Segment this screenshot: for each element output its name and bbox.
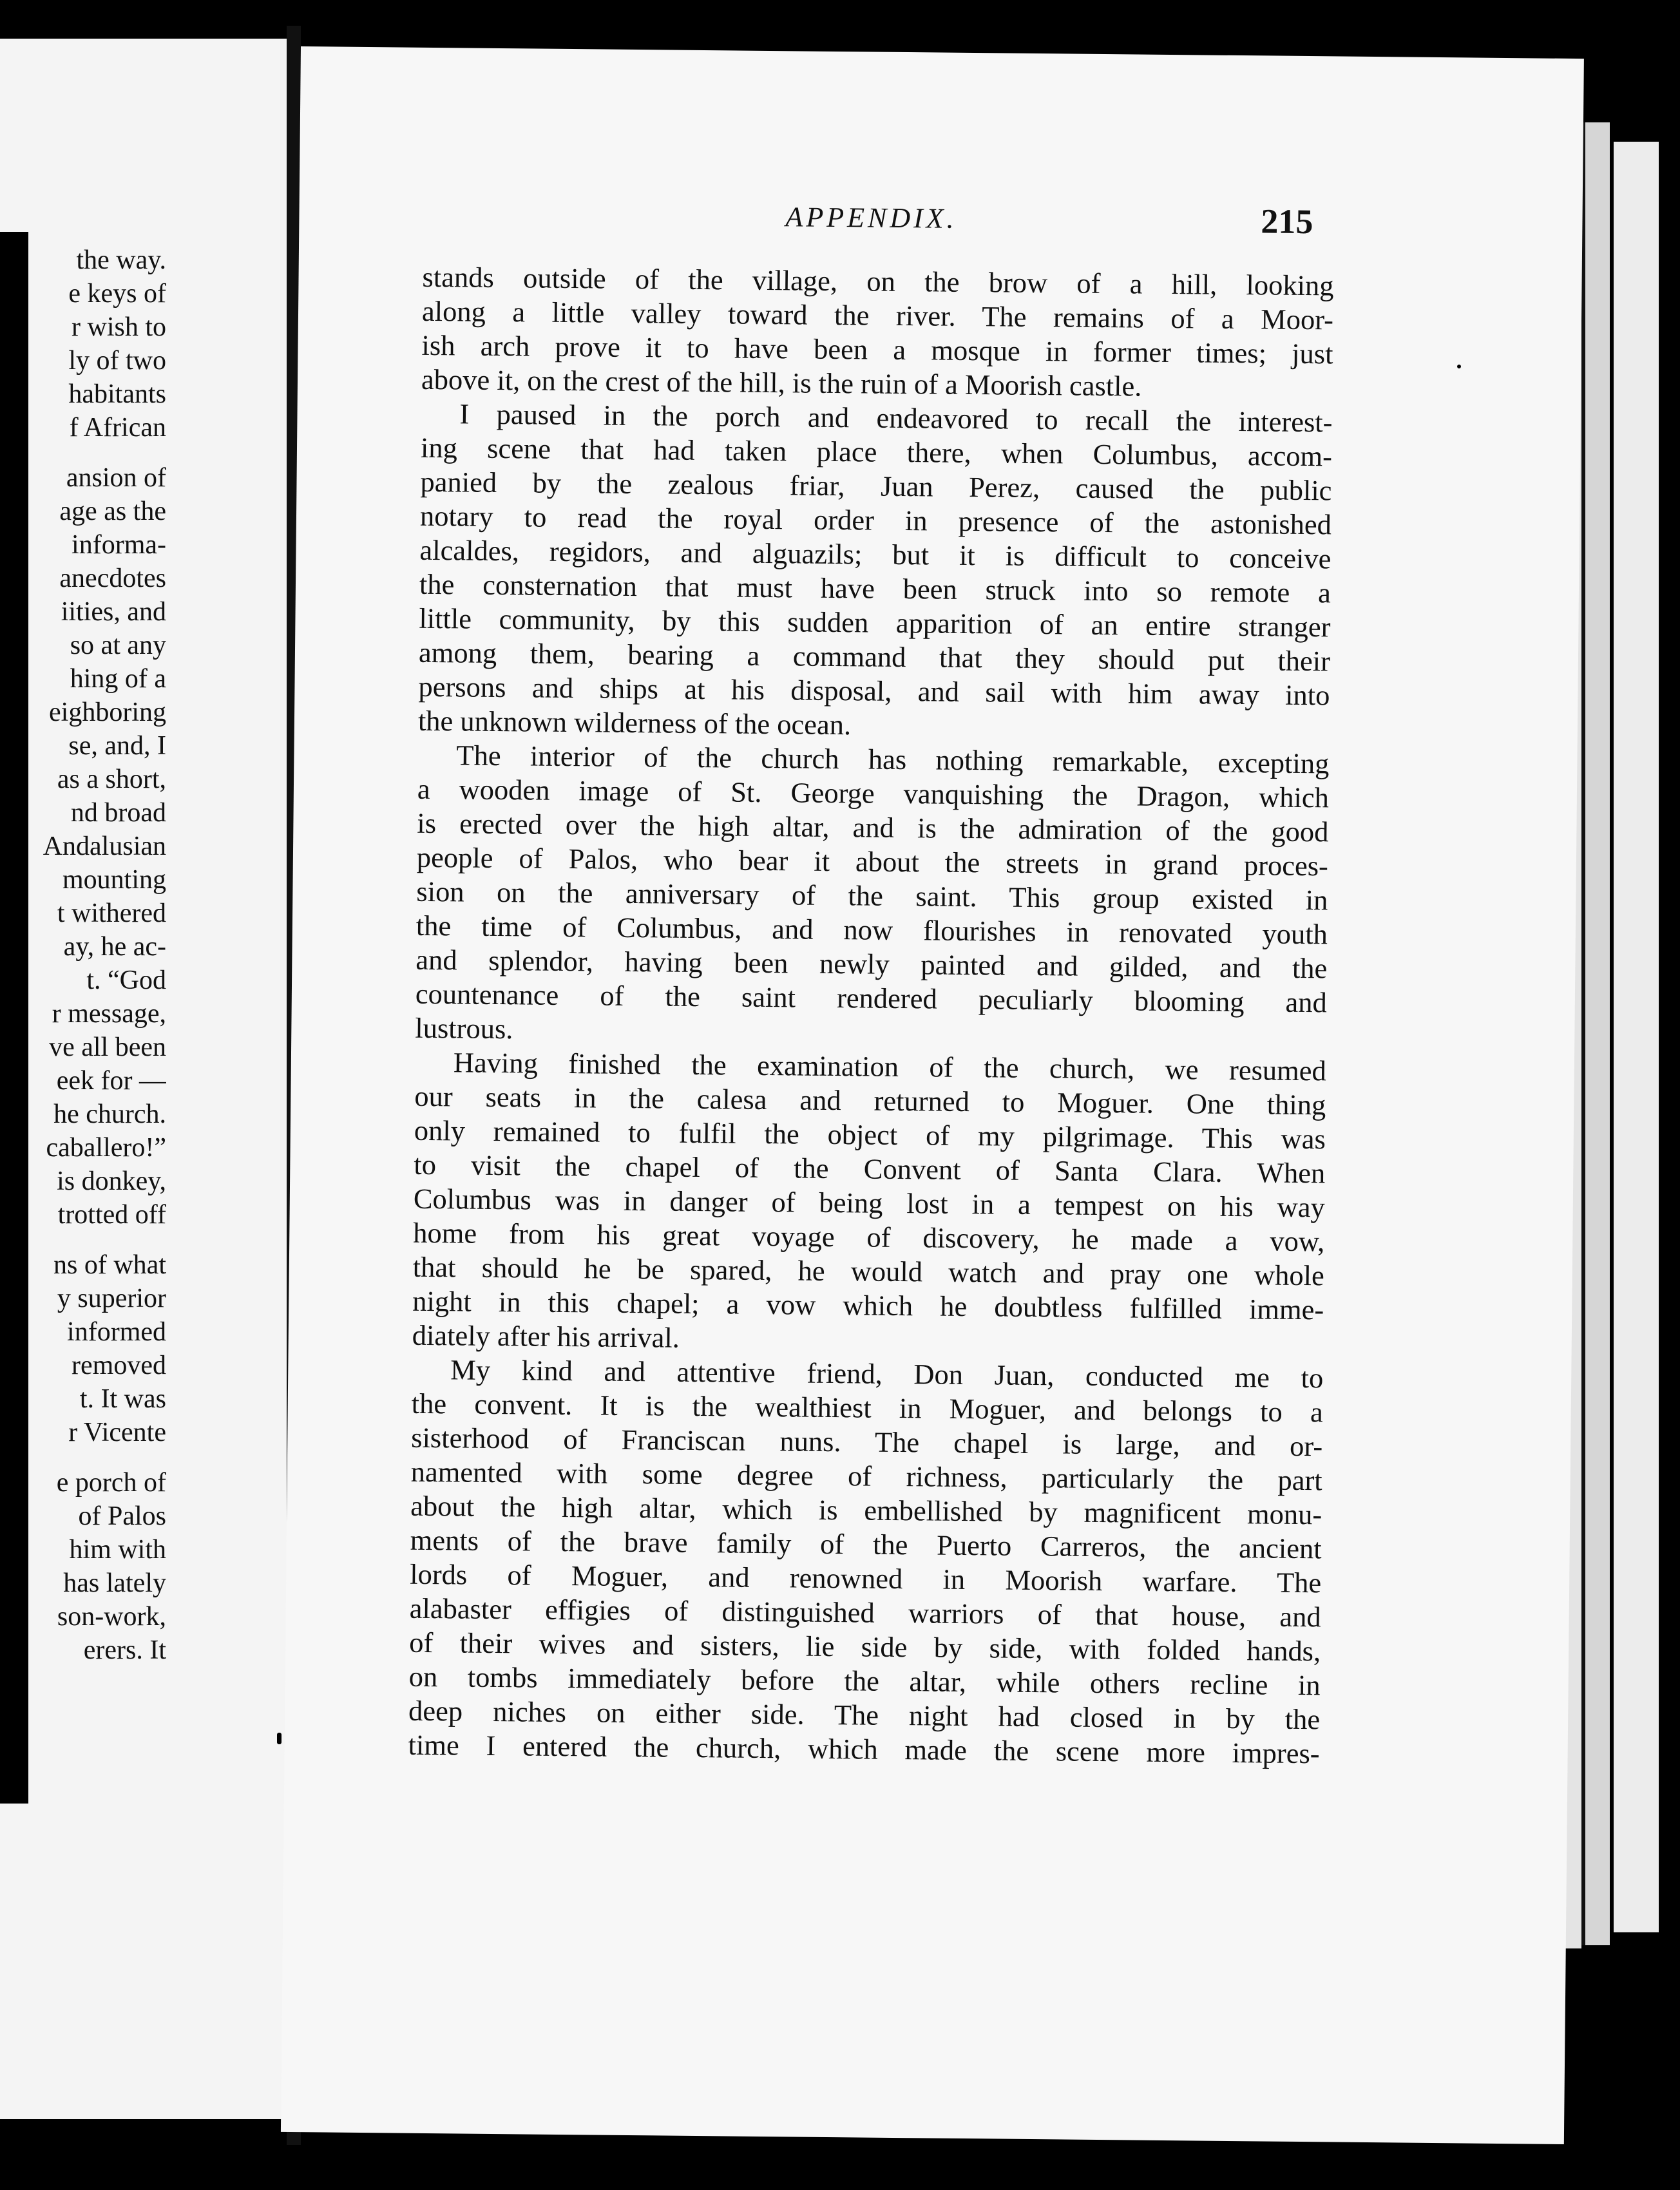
text-line: lustrous. bbox=[415, 1011, 513, 1045]
text-line: ve all been bbox=[49, 1033, 166, 1062]
text-line: se, and, I bbox=[68, 731, 166, 761]
text-line: about the high altar, which is embellished by magnificent monu- bbox=[410, 1489, 1322, 1531]
text-line: erers. It bbox=[83, 1635, 166, 1665]
text-line: our seats in the calesa and returned to Moguer. One thing bbox=[414, 1080, 1326, 1121]
text-line: deep niches on either side. The night had closed in by the bbox=[408, 1694, 1321, 1736]
text-line: people of Palos, who bear it about the streets in grand proces- bbox=[416, 841, 1329, 882]
text-line: alabaster effigies of distinguished warriors of that house, and bbox=[409, 1592, 1321, 1633]
text-line: notary to read the royal order in presence of the astonished bbox=[419, 499, 1332, 541]
binding-mark bbox=[1457, 365, 1461, 368]
right-page bbox=[281, 46, 1584, 2144]
text-line: anecdotes bbox=[59, 564, 166, 593]
text-line: I paused in the porch and endeavored to recall the interest- bbox=[459, 397, 1333, 439]
text-line: the unknown wilderness of the ocean. bbox=[417, 704, 852, 741]
text-line: ansion of bbox=[66, 463, 166, 493]
text-line: son-work, bbox=[57, 1602, 166, 1632]
page-stack-edge bbox=[1614, 142, 1659, 1932]
page-stack-edge bbox=[1581, 122, 1610, 1945]
text-line: stands outside of the village, on the brow of a hill, looking bbox=[422, 260, 1334, 302]
text-line: the way. bbox=[76, 245, 166, 275]
text-line: alcaldes, regidors, and alguazils; but it is difficult to conceive bbox=[419, 533, 1332, 575]
text-line: f African bbox=[69, 413, 166, 443]
text-line: lords of Moguer, and renowned in Moorish warfare. The bbox=[410, 1557, 1322, 1599]
page-header bbox=[299, 196, 1581, 247]
text-line: y superior bbox=[57, 1284, 166, 1313]
text-line: t. “God bbox=[86, 966, 166, 995]
text-line: so at any bbox=[70, 631, 166, 660]
page-number: 215 bbox=[1261, 202, 1313, 242]
text-line: mounting bbox=[62, 865, 166, 895]
text-line: t withered bbox=[57, 899, 166, 928]
text-line: persons and ships at his disposal, and sail with him away into bbox=[418, 670, 1330, 712]
text-line: r wish to bbox=[72, 312, 166, 342]
text-line: of Palos bbox=[78, 1501, 166, 1531]
text-line: panied by the zealous friar, Juan Perez, caused the public bbox=[420, 465, 1332, 507]
text-line: is erected over the high altar, and is the admiration of the good bbox=[417, 806, 1329, 848]
text-line: among them, bearing a command that they should put their bbox=[418, 636, 1331, 678]
text-line: he church. bbox=[53, 1100, 166, 1129]
text-line: My kind and attentive friend, Don Juan, conducted me to bbox=[450, 1353, 1324, 1395]
running-head: APPENDIX. bbox=[785, 201, 957, 234]
left-page-text bbox=[31, 243, 166, 1667]
text-line: above it, on the crest of the hill, is the ruin of a Moorish castle. bbox=[421, 363, 1142, 403]
text-line: removed bbox=[72, 1351, 166, 1380]
text-line: Having finished the examination of the church, we resumed bbox=[453, 1046, 1327, 1087]
text-line: has lately bbox=[63, 1568, 166, 1598]
text-line: to visit the chapel of the Convent of Santa Clara. When bbox=[414, 1148, 1326, 1190]
text-line: ly of two bbox=[68, 346, 166, 376]
text-line: that should he be spared, he would watch and pray one whole bbox=[412, 1250, 1324, 1292]
text-line: the time of Columbus, and now flourishes in renovated youth bbox=[415, 909, 1328, 951]
text-line: of their wives and sisters, lie side by side, with folded hands, bbox=[408, 1626, 1321, 1668]
text-line: informed bbox=[67, 1317, 166, 1347]
text-line: the convent. It is the wealthiest in Moguer, and belongs to a bbox=[411, 1387, 1323, 1429]
text-line: trotted off bbox=[57, 1200, 166, 1230]
text-line: ing scene that had taken place there, when Columbus, accom- bbox=[420, 431, 1333, 473]
text-line: r message, bbox=[52, 999, 166, 1029]
binding-mark bbox=[277, 1733, 282, 1744]
text-line: as a short, bbox=[57, 765, 166, 794]
text-line: is donkey, bbox=[57, 1166, 166, 1196]
text-line: him with bbox=[69, 1535, 166, 1565]
text-line: The interior of the church has nothing remarkable, excepting bbox=[456, 739, 1330, 780]
text-line: and splendor, having been newly painted and gilded, and the bbox=[415, 943, 1328, 985]
text-line: iities, and bbox=[61, 597, 166, 627]
text-line: eighboring bbox=[49, 698, 166, 727]
text-line: only remained to fulfil the object of my pilgrimage. This was bbox=[414, 1114, 1326, 1156]
text-line: age as the bbox=[59, 497, 166, 526]
text-line: caballero!” bbox=[46, 1133, 166, 1163]
left-page-edge bbox=[0, 232, 28, 1804]
text-line: on tombs immediately before the altar, while others recline in bbox=[408, 1660, 1321, 1702]
text-line: hing of a bbox=[70, 664, 166, 694]
text-line: time I entered the church, which made the scene more impres- bbox=[408, 1728, 1320, 1770]
text-line: habitants bbox=[68, 379, 166, 409]
text-line: ments of the brave family of the Puerto Carreros, the ancient bbox=[410, 1523, 1322, 1565]
text-line: namented with some degree of richness, particularly the part bbox=[410, 1455, 1322, 1497]
text-line: along a little valley toward the river. The remains of a Moor- bbox=[421, 294, 1334, 336]
text-line: diately after his arrival. bbox=[412, 1319, 680, 1354]
paragraph-gap bbox=[31, 1232, 166, 1248]
text-line: little community, by this sudden apparition of an entire stranger bbox=[419, 602, 1331, 643]
text-line: informa- bbox=[72, 530, 166, 560]
paragraph-gap bbox=[31, 444, 166, 461]
text-line: the consternation that must have been struck into so remote a bbox=[419, 567, 1332, 609]
text-line: sisterhood of Franciscan nuns. The chapel is large, and or- bbox=[411, 1421, 1323, 1463]
text-line: home from his great voyage of discovery, he made a vow, bbox=[413, 1216, 1325, 1258]
text-line: nd broad bbox=[70, 798, 166, 828]
text-line: ish arch prove it to have been a mosque in former times; just bbox=[421, 328, 1333, 370]
paragraph-gap bbox=[31, 1449, 166, 1466]
text-line: e porch of bbox=[56, 1468, 166, 1498]
text-line: ay, he ac- bbox=[63, 932, 166, 962]
body-text bbox=[408, 260, 1333, 1771]
text-line: a wooden image of St. George vanquishing the Dragon, which bbox=[417, 772, 1330, 814]
text-line: r Vicente bbox=[68, 1418, 166, 1447]
text-line: ns of what bbox=[53, 1250, 166, 1280]
text-line: e keys of bbox=[68, 279, 166, 309]
text-line: t. It was bbox=[79, 1384, 166, 1414]
text-line: countenance of the saint rendered peculiarly blooming and bbox=[415, 977, 1328, 1019]
text-line: eek for — bbox=[56, 1066, 166, 1096]
text-line: night in this chapel; a vow which he doubtless fulfilled imme- bbox=[412, 1284, 1324, 1326]
text-line: Andalusian bbox=[43, 832, 166, 861]
text-line: sion on the anniversary of the saint. This group existed in bbox=[416, 875, 1328, 917]
text-line: Columbus was in danger of being lost in a tempest on his way bbox=[413, 1182, 1326, 1224]
